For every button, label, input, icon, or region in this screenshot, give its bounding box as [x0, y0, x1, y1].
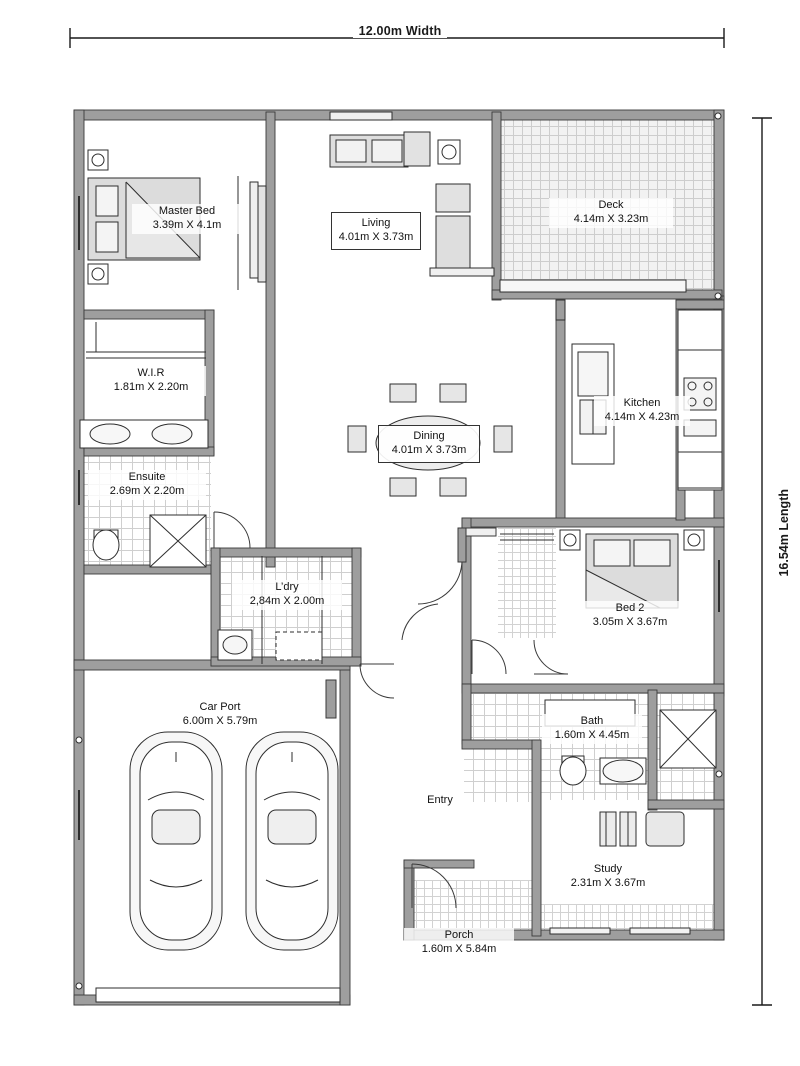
room-label-laundry: L’dry 2,84m X 2.00m [232, 580, 342, 610]
room-label-deck: Deck 4.14m X 3.23m [549, 198, 673, 228]
room-label-living: Living 4.01m X 3.73m [331, 212, 421, 250]
room-label-porch: Porch 1.60m X 5.84m [404, 928, 514, 958]
room-label-car-port: Car Port 6.00m X 5.79m [150, 700, 290, 730]
bed2-robe-floor [498, 528, 556, 638]
room-label-bed2: Bed 2 3.05m X 3.67m [578, 601, 682, 631]
room-label-study: Study 2.31m X 3.67m [554, 862, 662, 892]
length-dimension-label: 16.54m Length [772, 0, 796, 1066]
room-label-wir: W.I.R 1.81m X 2.20m [96, 366, 206, 396]
room-label-dining: Dining 4.01m X 3.73m [378, 425, 480, 463]
dimension-line-length [752, 118, 772, 1005]
room-label-kitchen: Kitchen 4.14m X 4.23m [594, 396, 690, 426]
room-label-bath: Bath 1.60m X 4.45m [542, 714, 642, 744]
room-label-entry: Entry [412, 793, 468, 809]
room-label-master-bed: Master Bed 3.39m X 4.1m [132, 204, 242, 234]
room-label-ensuite: Ensuite 2.69m X 2.20m [88, 470, 206, 500]
width-dimension-label: 12.00m Width [0, 24, 800, 38]
